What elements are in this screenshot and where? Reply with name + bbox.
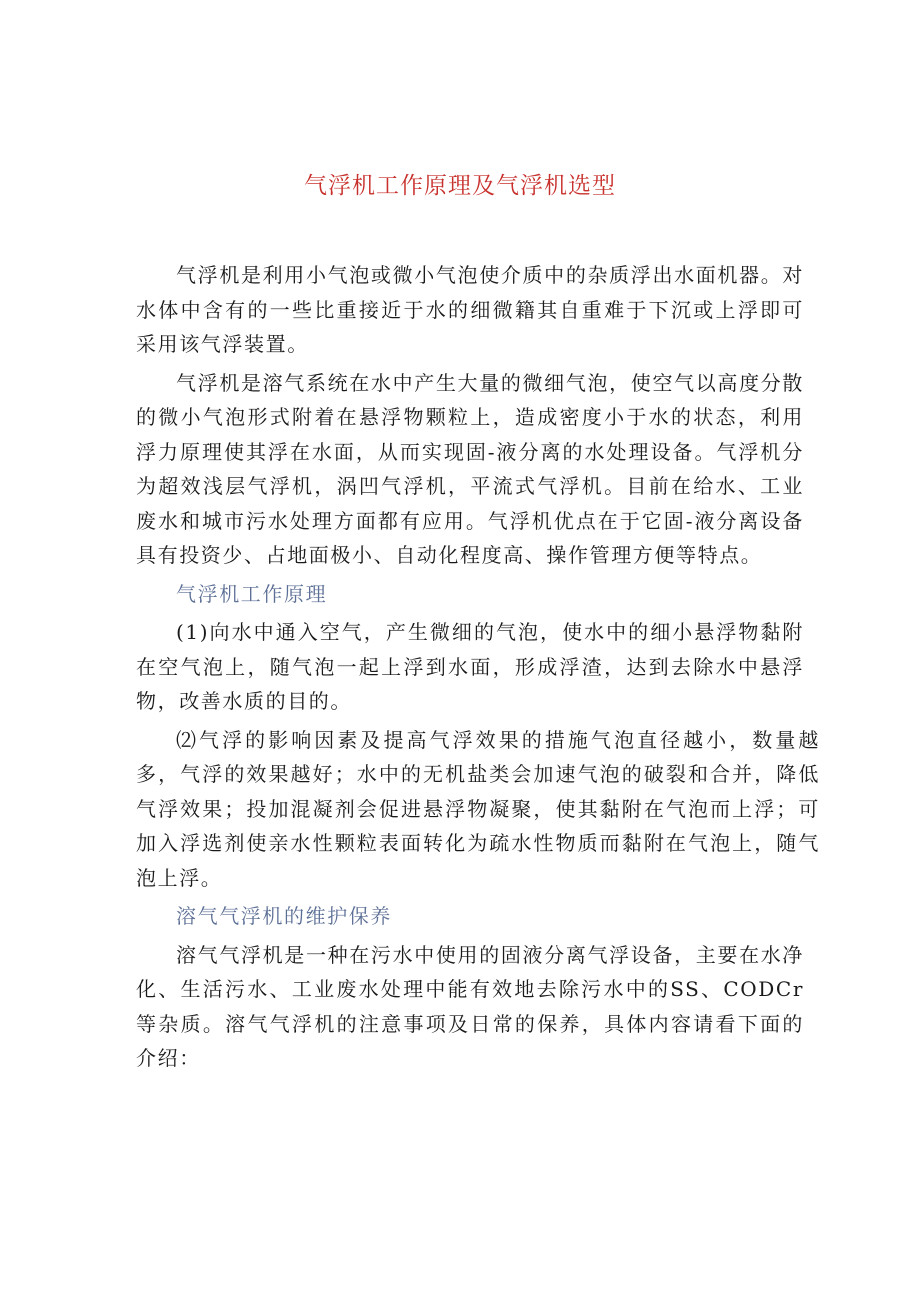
intro-paragraph-2: 气浮机是溶气系统在水中产生大量的微细气泡，使空气以高度分散的微小气泡形式附着在悬浮物颗粒上，造成密度小于水的状态，利用浮力原理使其浮在水面，从而实现固-液分离的水处理设备。气浮机分为超效浅层气浮机，涡凹气浮机，平流式气浮机。目前在给水、工业废水和城市污水处理方面都有应用。气浮机优点在于它固-液分离设备具有投资少、占地面极小、自动化程度高、操作管理方便等特点。 <box>136 370 804 567</box>
maintenance-paragraph: 溶气气浮机是一种在污水中使用的固液分离气浮设备，主要在水净化、生活污水、工业废水处理中能有效地去除污水中的SS、CODCr等杂质。溶气气浮机的注意事项及日常的保养，具体内容请看下面的介绍： <box>136 942 804 1070</box>
section-heading-maintenance: 溶气气浮机的维护保养 <box>176 904 392 928</box>
document-body <box>136 258 820 1080</box>
document-title: 气浮机工作原理及气浮机选型 <box>304 173 616 199</box>
section-heading-working-principle: 气浮机工作原理 <box>176 581 328 606</box>
principle-item-2: ⑵气浮的影响因素及提高气浮效果的措施气泡直径越小，数量越多，气浮的效果越好；水中的无机盐类会加速气泡的破裂和合并，降低气浮效果；投加混凝剂会促进悬浮物凝聚，使其黏附在气泡而上浮；可加入浮选剂使亲水性颗粒表面转化为疏水性物质而黏附在气泡上，随气泡上浮。 <box>136 727 820 890</box>
intro-paragraph-1: 气浮机是利用小气泡或微小气泡使介质中的杂质浮出水面机器。对水体中含有的一些比重接近于水的细微籍其自重难于下沉或上浮即可采用该气浮装置。 <box>136 263 804 356</box>
principle-item-1: (1)向水中通入空气，产生微细的气泡，使水中的细小悬浮物黏附在空气泡上，随气泡一起上浮到水面，形成浮渣，达到去除水中悬浮物，改善水质的目的。 <box>136 620 804 713</box>
